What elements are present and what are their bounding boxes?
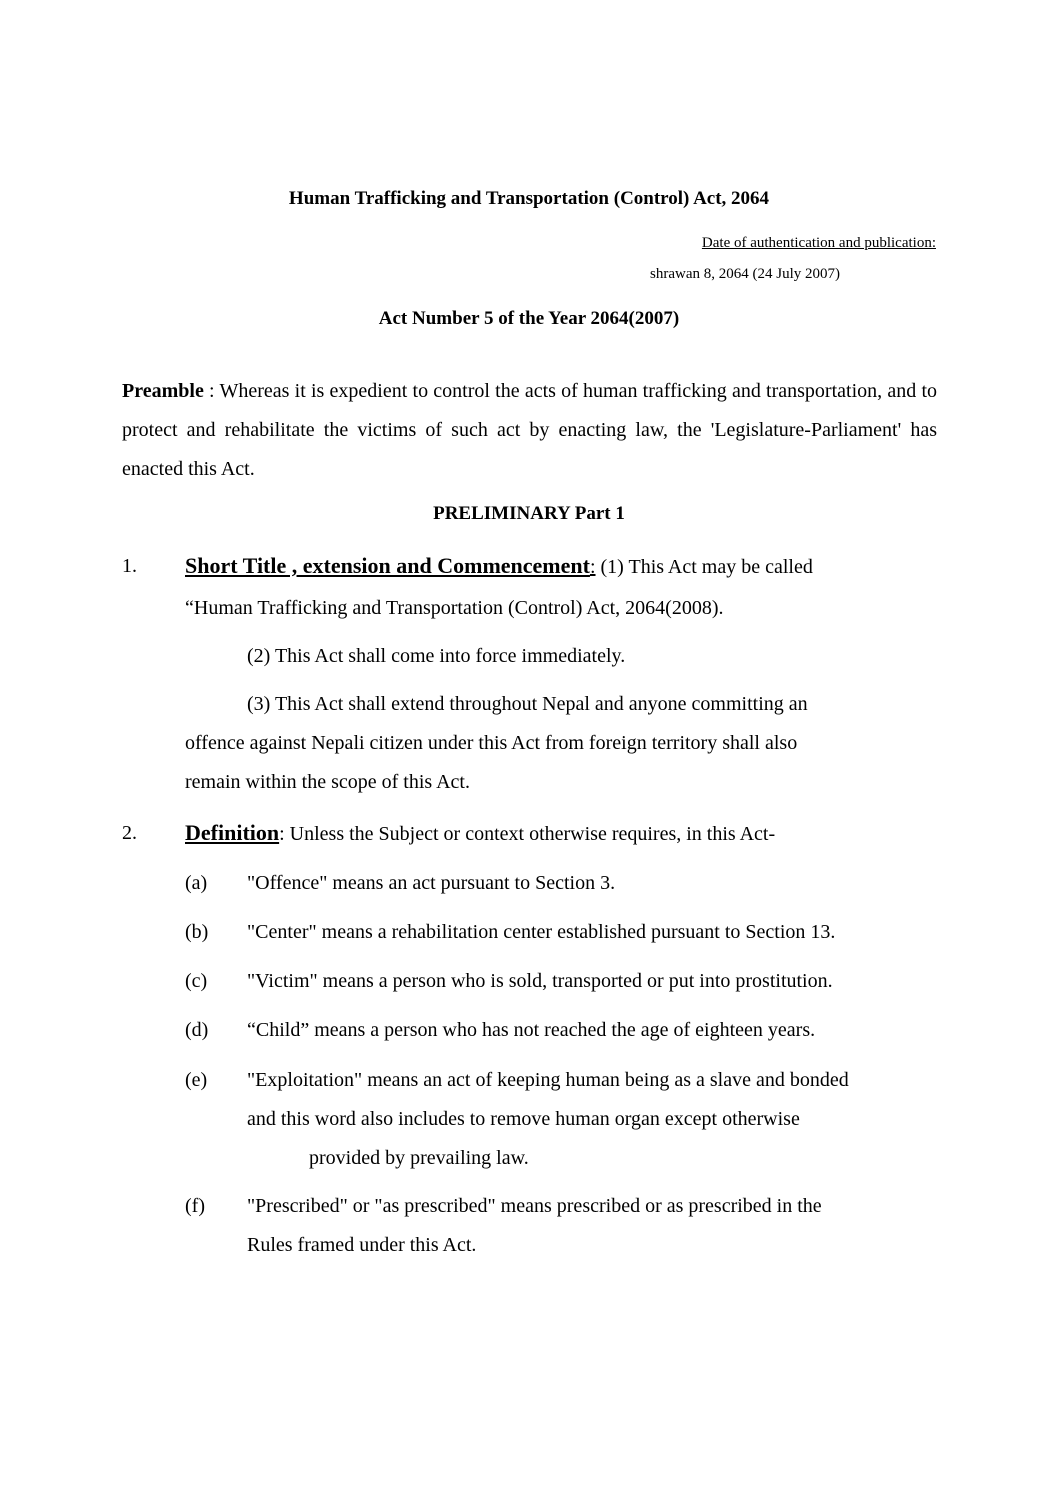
definition-text: "Prescribed" or "as prescribed" means prescribed or as prescribed in the <box>247 1195 822 1217</box>
act-number: Act Number 5 of the Year 2064(2007) <box>378 308 680 329</box>
definition-label: (d) <box>185 1019 209 1041</box>
preamble-label: Preamble <box>122 380 204 402</box>
section-2-number: 2. <box>122 822 137 844</box>
definition-label: (e) <box>185 1069 208 1091</box>
section-1-subsection-3-line-2: offence against Nepali citizen under this Act from foreign territory shall also <box>185 732 798 754</box>
authentication-label: Date of authentication and publication: <box>701 235 936 251</box>
section-2-first-line <box>185 820 775 846</box>
definition-label: (a) <box>185 872 208 894</box>
definition-text: "Center" means a rehabilitation center established pursuant to Section 13. <box>247 921 836 943</box>
definition-text: "Exploitation" means an act of keeping human being as a slave and bonded <box>247 1069 849 1091</box>
definition-label: (c) <box>185 970 208 992</box>
preamble-paragraph <box>122 372 937 489</box>
definition-text: Rules framed under this Act. <box>247 1234 477 1256</box>
section-1-colon: : <box>589 556 596 578</box>
definition-label: (f) <box>185 1195 205 1217</box>
section-1-subsection-3-line-1: (3) This Act shall extend throughout Nepal and anyone committing an <box>247 693 808 715</box>
part-heading: PRELIMINARY Part 1 <box>433 503 625 524</box>
publication-date: shrawan 8, 2064 (24 July 2007) <box>650 266 840 282</box>
definition-text: "Victim" means a person who is sold, transported or put into prostitution. <box>247 970 833 992</box>
section-1-subsection-2: (2) This Act shall come into force immediately. <box>247 645 626 667</box>
preamble-text: : Whereas it is expedient to control the acts of human trafficking and transportation, and to protect and rehabilitate the victims of such act by enacting law, the 'Legislature-Parliament' has enacted this Act. <box>122 380 937 480</box>
section-1-line-2: “Human Trafficking and Transportation (Control) Act, 2064(2008). <box>185 597 724 619</box>
section-1-first-line <box>185 553 813 579</box>
section-1-number: 1. <box>122 555 137 577</box>
definition-text: provided by prevailing law. <box>309 1147 529 1169</box>
definition-text: “Child” means a person who has not reached the age of eighteen years. <box>247 1019 816 1041</box>
definition-text: and this word also includes to remove human organ except otherwise <box>247 1108 800 1130</box>
definition-text: "Offence" means an act pursuant to Section 3. <box>247 872 616 894</box>
section-1-subsection-3-line-3: remain within the scope of this Act. <box>185 771 470 793</box>
definition-label: (b) <box>185 921 209 943</box>
section-2-heading: Definition <box>185 820 280 845</box>
document-title: Human Trafficking and Transportation (Control) Act, 2064 <box>288 188 770 209</box>
section-1-heading: Short Title , extension and Commencement <box>185 553 590 578</box>
section-1-text: (1) This Act may be called <box>595 556 813 578</box>
section-2-text: : Unless the Subject or context otherwise requires, in this Act- <box>279 823 776 845</box>
